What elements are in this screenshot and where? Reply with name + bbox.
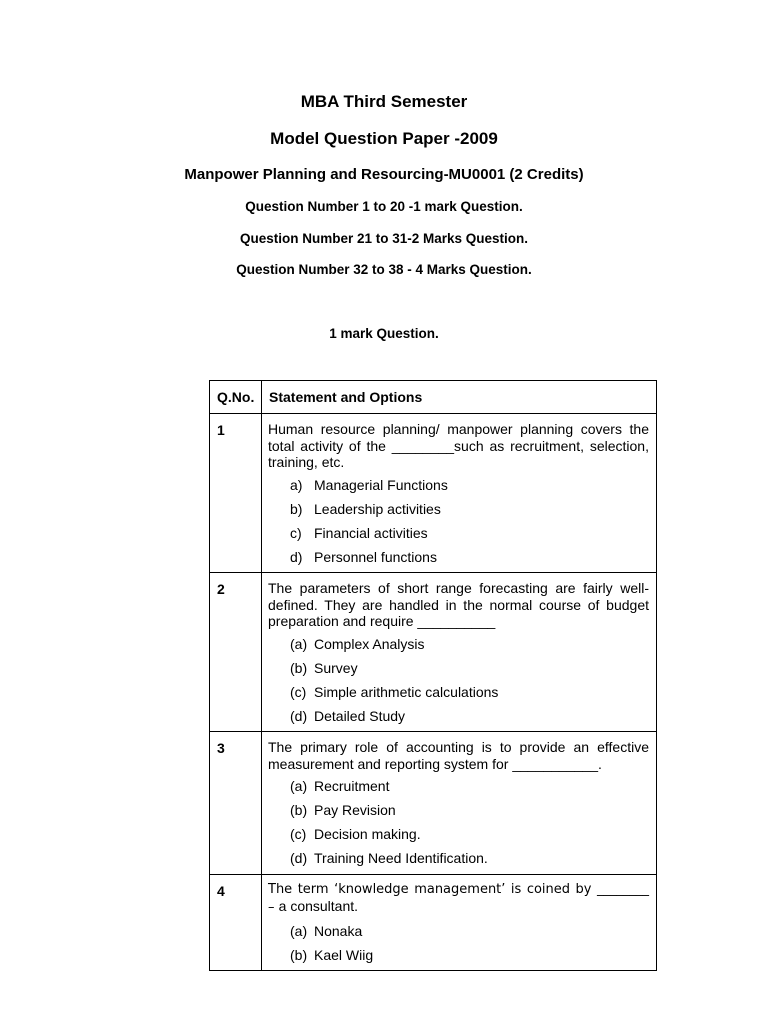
option-item xyxy=(290,660,649,677)
question-cell xyxy=(262,732,657,875)
section-heading: 1 mark Question. xyxy=(329,326,439,341)
option-text: Survey xyxy=(314,659,358,676)
marking-scheme-line-1: Question Number 1 to 20 -1 mark Question. xyxy=(245,199,523,214)
option-text: Decision making. xyxy=(314,826,421,842)
option-list xyxy=(268,923,649,964)
option-text: Pay Revision xyxy=(314,802,396,818)
option-item xyxy=(290,826,649,843)
option-text: Detailed Study xyxy=(314,707,406,724)
question-number: 1 xyxy=(210,414,262,573)
option-marker: (b) xyxy=(290,659,308,676)
option-list xyxy=(268,636,649,725)
option-item xyxy=(290,501,649,518)
option-item xyxy=(290,708,649,725)
option-marker: a) xyxy=(290,476,303,493)
option-marker: (d) xyxy=(290,707,308,724)
option-marker: (a) xyxy=(290,778,308,794)
option-text: Complex Analysis xyxy=(314,635,425,652)
option-item xyxy=(290,850,649,867)
option-marker: (b) xyxy=(290,946,308,963)
table-header-row xyxy=(210,381,657,414)
question-cell xyxy=(262,874,657,971)
question-statement-tail: a consultant. xyxy=(278,898,359,914)
option-marker: (a) xyxy=(290,922,308,939)
table-row xyxy=(210,414,657,573)
table-row xyxy=(210,573,657,732)
option-text: Nonaka xyxy=(314,922,363,939)
question-statement-main: The term ‘knowledge management’ is coined by ________ – xyxy=(268,881,649,915)
option-marker: (a) xyxy=(290,635,308,652)
option-list xyxy=(268,477,649,566)
question-number: 3 xyxy=(210,732,262,875)
option-item xyxy=(290,802,649,819)
option-marker: (d) xyxy=(290,850,308,866)
option-marker: c) xyxy=(290,524,302,541)
option-item xyxy=(290,778,649,795)
column-header-qno: Q.No. xyxy=(210,381,262,414)
option-marker: (b) xyxy=(290,802,308,818)
option-item xyxy=(290,636,649,653)
option-item xyxy=(290,549,649,566)
option-item xyxy=(290,684,649,701)
option-text: Financial activities xyxy=(314,524,428,541)
option-marker: d) xyxy=(290,548,303,565)
option-marker: (c) xyxy=(290,826,307,842)
option-item xyxy=(290,477,649,494)
option-item xyxy=(290,525,649,542)
option-marker: (c) xyxy=(290,683,307,700)
question-number: 4 xyxy=(210,874,262,971)
option-marker: b) xyxy=(290,500,303,517)
question-statement: Human resource planning/ manpower planning covers the total activity of the ________such as recruitment, selection, training, etc. xyxy=(268,421,649,470)
column-header-statement: Statement and Options xyxy=(262,381,657,414)
paper-title: MBA Third Semester xyxy=(300,92,468,111)
option-text: Simple arithmetic calculations xyxy=(314,683,499,700)
option-item xyxy=(290,947,649,964)
question-number: 2 xyxy=(210,573,262,732)
question-statement: The parameters of short range forecasting are fairly well-defined. They are handled in the normal course of budget preparation and require __________ xyxy=(268,580,649,629)
paper-subtitle: Model Question Paper -2009 xyxy=(270,129,498,148)
question-statement xyxy=(268,882,649,917)
table-row xyxy=(210,732,657,875)
option-text: Training Need Identification. xyxy=(314,850,488,866)
table-row xyxy=(210,874,657,971)
option-list xyxy=(268,778,649,867)
question-statement: The primary role of accounting is to provide an effective measurement and reporting system for ___________. xyxy=(268,739,649,772)
questions-table xyxy=(209,380,657,971)
question-cell xyxy=(262,414,657,573)
marking-scheme-line-3: Question Number 32 to 38 - 4 Marks Question. xyxy=(236,262,532,277)
marking-scheme-line-2: Question Number 21 to 31-2 Marks Question. xyxy=(239,231,529,246)
option-text: Kael Wiig xyxy=(314,946,374,963)
option-item xyxy=(290,923,649,940)
option-text: Managerial Functions xyxy=(314,476,448,493)
option-text: Personnel functions xyxy=(314,548,437,565)
question-cell xyxy=(262,573,657,732)
option-text: Leadership activities xyxy=(314,500,441,517)
course-name: Manpower Planning and Resourcing-MU0001 (2 Credits) xyxy=(184,166,584,183)
option-text: Recruitment xyxy=(314,778,390,794)
